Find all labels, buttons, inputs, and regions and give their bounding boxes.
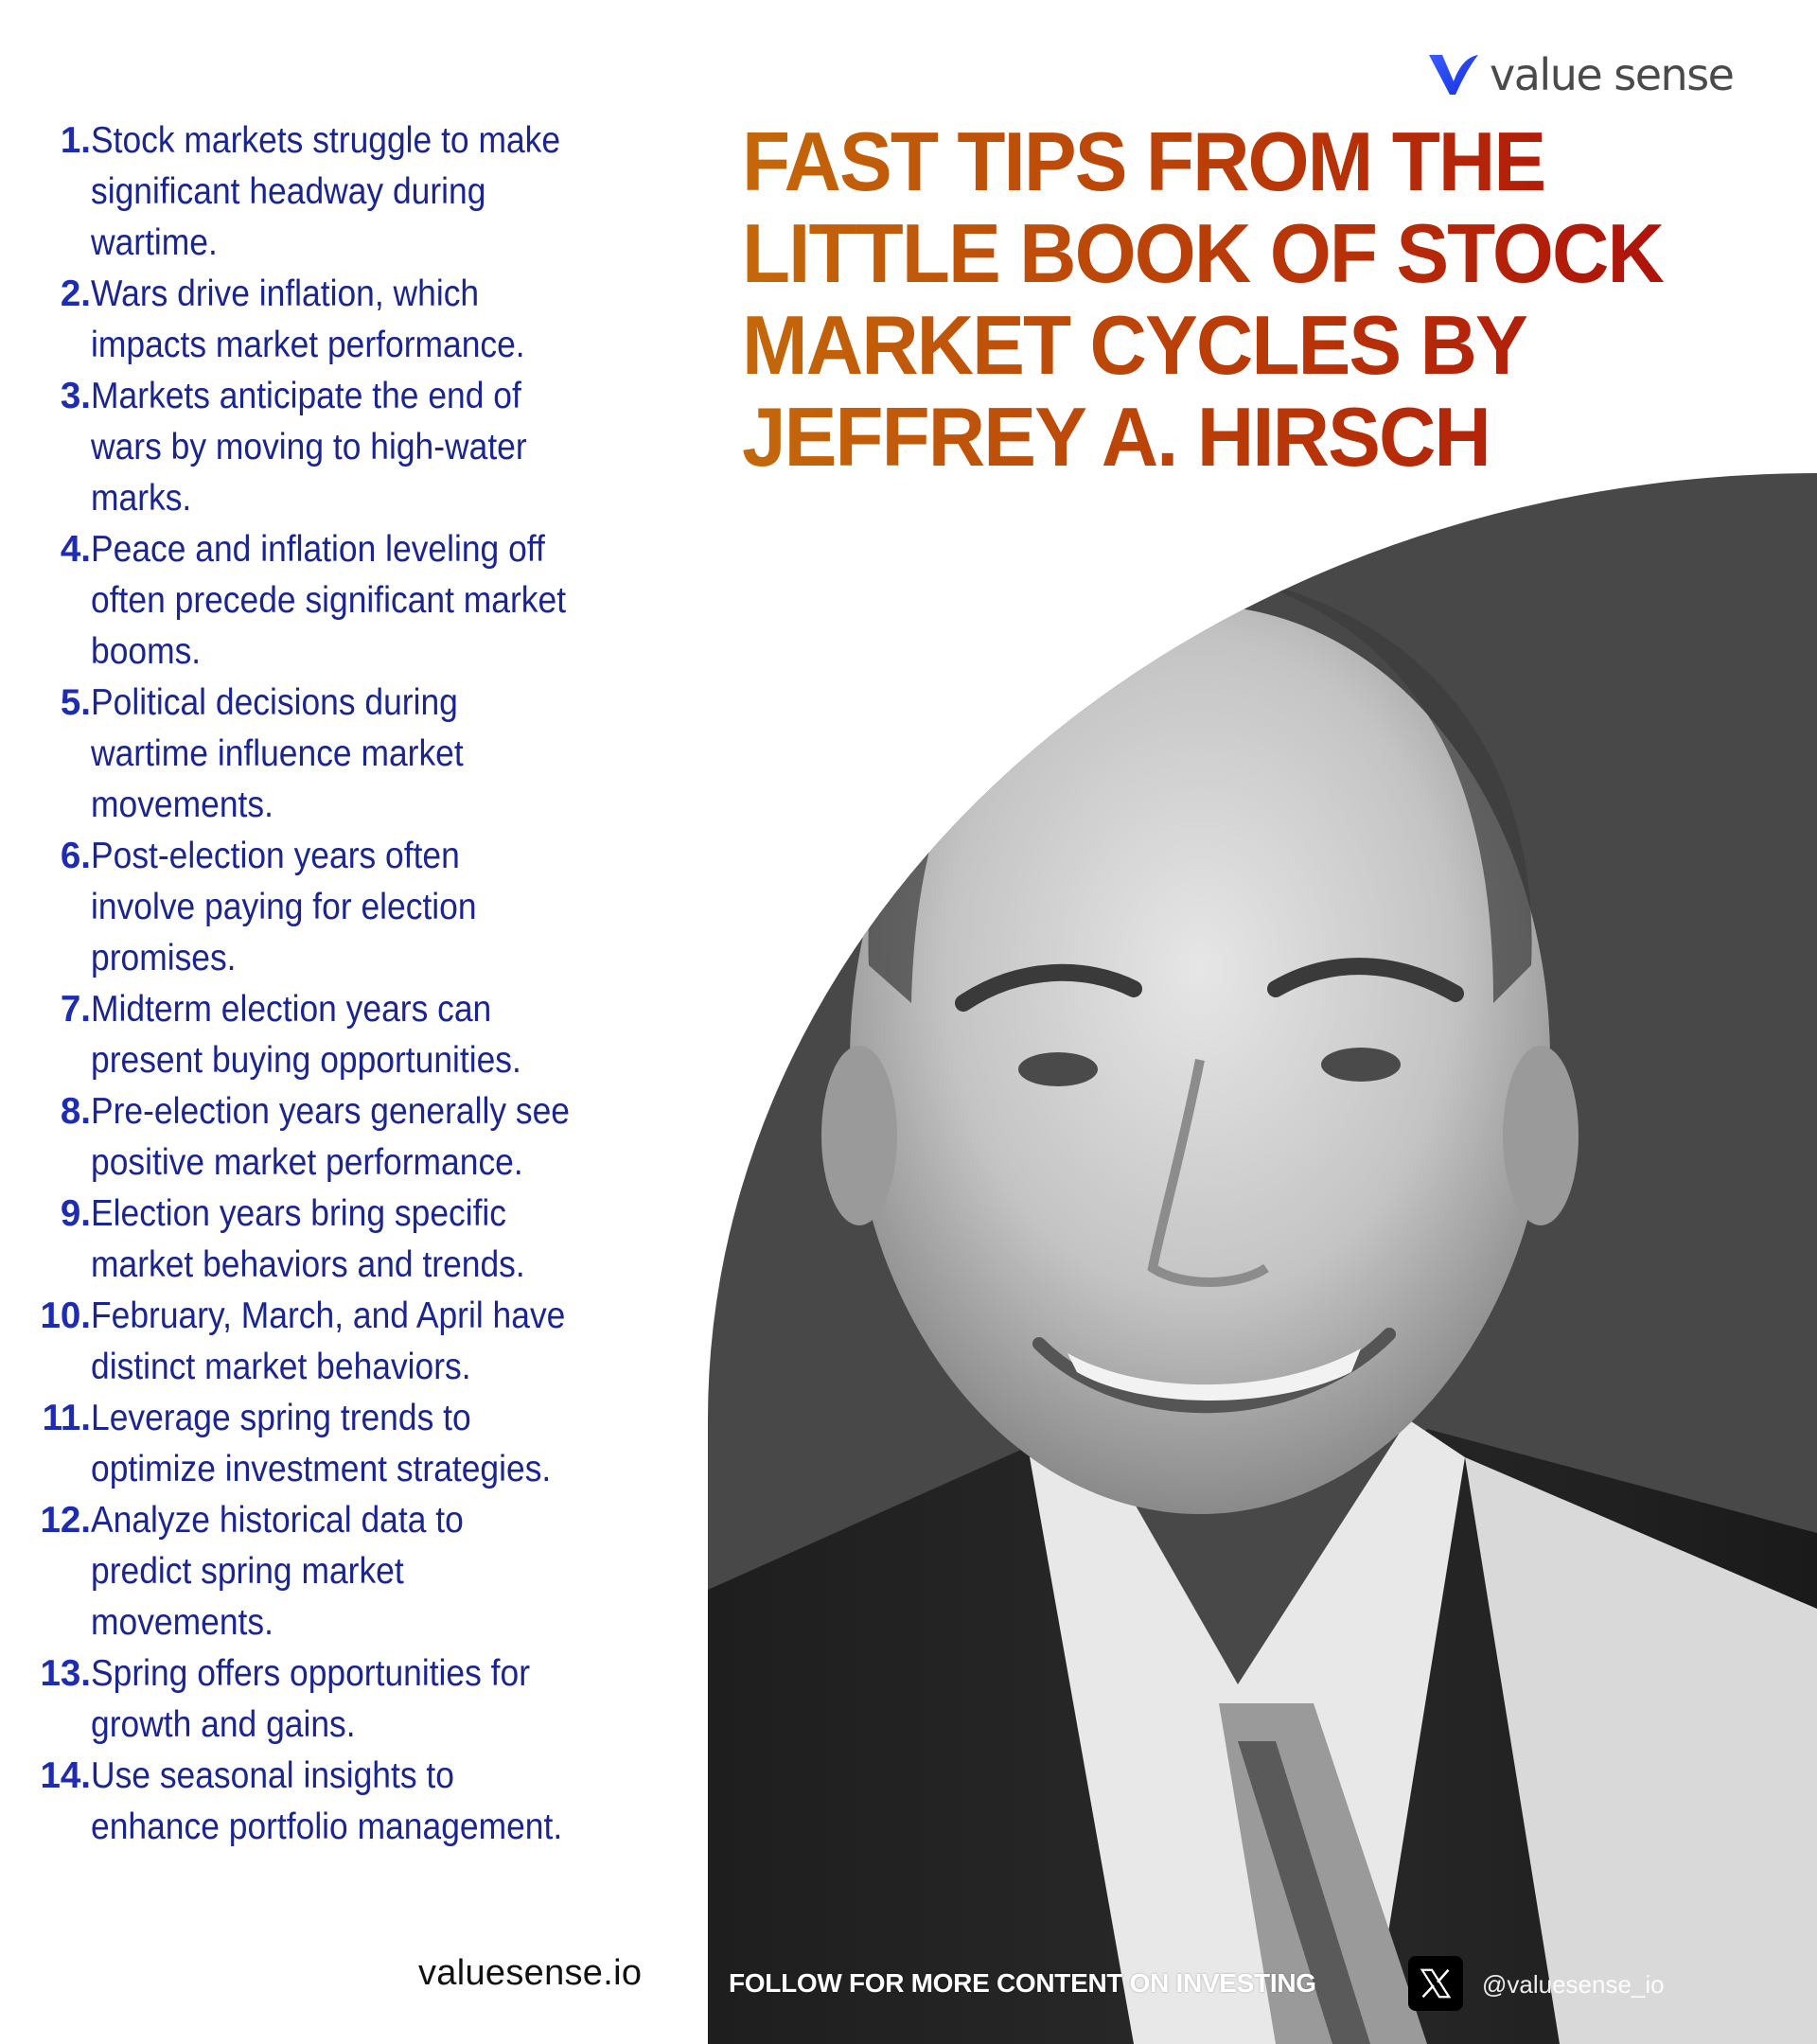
portrait-photo <box>708 473 1817 2044</box>
tip-item-continuation <box>0 729 700 780</box>
tip-text: market behaviors and trends. <box>91 1244 525 1285</box>
tip-text: booms. <box>91 631 202 672</box>
tips-list <box>0 115 700 1853</box>
tip-text: distinct market behaviors. <box>91 1347 471 1387</box>
tip-text: wars by moving to high-water <box>91 427 527 467</box>
social-handle[interactable]: @valuesense_io <box>1482 1970 1665 1999</box>
tip-text: Analyze historical data to <box>91 1500 464 1541</box>
portrait-illustration <box>708 473 1817 2044</box>
page-title <box>742 115 1749 483</box>
tip-text: predict spring market <box>91 1551 404 1592</box>
tip-item <box>0 371 700 422</box>
title-line: MARKET CYCLES BY <box>742 298 1526 392</box>
tip-number: 8. <box>60 1091 91 1132</box>
logo-text: value sense <box>1490 49 1734 100</box>
tip-item <box>0 831 700 882</box>
tip-text: marks. <box>91 478 192 519</box>
tip-item-continuation <box>0 1700 700 1751</box>
tip-item-continuation <box>0 167 700 218</box>
tip-text: wartime influence market <box>91 733 464 774</box>
tip-number: 10. <box>40 1295 91 1336</box>
tip-number: 11. <box>42 1398 91 1438</box>
tip-text: February, March, and April have <box>91 1295 566 1336</box>
tip-text: Use seasonal insights to <box>91 1755 454 1796</box>
tip-item <box>0 1648 700 1700</box>
tip-item-continuation <box>0 1444 700 1495</box>
tip-item-continuation <box>0 1342 700 1393</box>
tip-item <box>0 984 700 1035</box>
tip-text: movements. <box>91 784 273 825</box>
tip-text: wartime. <box>91 222 218 263</box>
tip-number: 13. <box>40 1653 91 1694</box>
tip-number: 5. <box>60 682 91 723</box>
tip-text: involve paying for election <box>91 887 477 927</box>
tip-text: present buying opportunities. <box>91 1040 521 1081</box>
tip-item-continuation <box>0 422 700 473</box>
tip-text: Markets anticipate the end of <box>91 376 521 416</box>
tip-item <box>0 524 700 575</box>
x-twitter-icon[interactable] <box>1408 1956 1463 2011</box>
tip-text: Spring offers opportunities for <box>91 1653 531 1694</box>
tip-text: Stock markets struggle to make <box>91 120 561 161</box>
tip-number: 14. <box>40 1755 91 1796</box>
tip-item-continuation <box>0 1802 700 1853</box>
tip-item-continuation <box>0 1546 700 1597</box>
tip-text: Wars drive inflation, which <box>91 273 480 314</box>
tip-number: 1. <box>60 120 91 161</box>
tip-text: Midterm election years can <box>91 989 492 1030</box>
tip-item-continuation <box>0 320 700 371</box>
follow-cta: FOLLOW FOR MORE CONTENT ON INVESTING <box>729 1968 1316 1998</box>
tip-item-continuation <box>0 1035 700 1086</box>
tip-text: optimize investment strategies. <box>91 1449 552 1489</box>
tip-item <box>0 1495 700 1546</box>
site-url-link[interactable]: valuesense.io <box>418 1953 643 1993</box>
tip-item <box>0 1751 700 1802</box>
title-line: JEFFREY A. HIRSCH <box>742 390 1490 484</box>
tip-text: Peace and inflation leveling off <box>91 529 545 570</box>
tip-item-continuation <box>0 933 700 984</box>
tip-text: Political decisions during <box>91 682 458 723</box>
tip-number: 12. <box>40 1500 91 1541</box>
tip-number: 9. <box>60 1193 91 1234</box>
tip-item-continuation <box>0 882 700 933</box>
tip-text: Leverage spring trends to <box>91 1398 471 1438</box>
tip-item <box>0 115 700 167</box>
tip-item <box>0 1393 700 1444</box>
brand-logo <box>1427 49 1734 100</box>
title-line: FAST TIPS FROM THE <box>742 115 1545 208</box>
tip-item-continuation <box>0 1137 700 1189</box>
tip-number: 7. <box>60 989 91 1030</box>
tip-item <box>0 1189 700 1240</box>
title-line: LITTLE BOOK OF STOCK <box>742 206 1663 300</box>
tip-text: movements. <box>91 1602 273 1643</box>
tip-number: 6. <box>60 836 91 876</box>
tip-text: growth and gains. <box>91 1704 356 1745</box>
tip-item-continuation <box>0 1597 700 1648</box>
tip-text: positive market performance. <box>91 1142 523 1183</box>
tip-number: 3. <box>60 376 91 416</box>
tip-item-continuation <box>0 780 700 831</box>
tip-text: Pre-election years generally see <box>91 1091 570 1132</box>
tip-text: Post-election years often <box>91 836 460 876</box>
x-logo-glyph <box>1418 1965 1454 2001</box>
tip-item <box>0 1291 700 1342</box>
tip-number: 2. <box>60 273 91 314</box>
v-checkmark-icon <box>1427 53 1480 97</box>
tip-text: impacts market performance. <box>91 325 525 365</box>
tip-item-continuation <box>0 575 700 626</box>
tip-text: enhance portfolio management. <box>91 1806 563 1847</box>
tip-text: significant headway during <box>91 171 486 212</box>
tip-item <box>0 1086 700 1137</box>
tip-item <box>0 678 700 729</box>
tip-item-continuation <box>0 626 700 678</box>
tip-item <box>0 269 700 320</box>
tip-item-continuation <box>0 473 700 524</box>
tip-text: Election years bring specific <box>91 1193 507 1234</box>
tip-item-continuation <box>0 218 700 269</box>
tip-text: often precede significant market <box>91 580 567 621</box>
tip-text: promises. <box>91 938 237 978</box>
tip-item-continuation <box>0 1240 700 1291</box>
tip-number: 4. <box>60 529 91 570</box>
